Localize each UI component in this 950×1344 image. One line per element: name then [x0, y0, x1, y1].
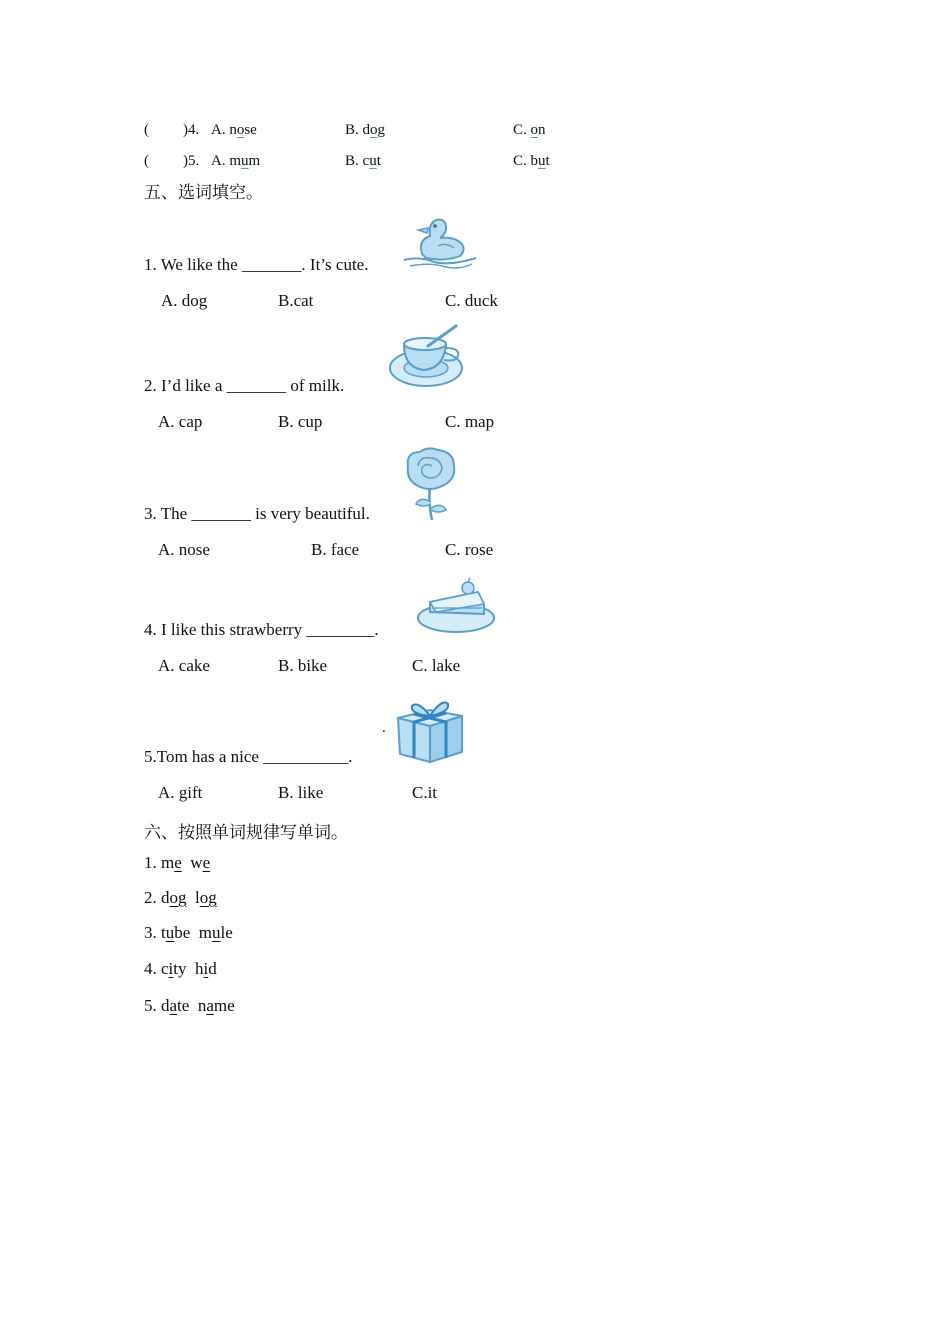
rose-picture	[400, 446, 460, 522]
cake-picture	[416, 576, 496, 634]
word-pattern-3: 3. tube mule	[144, 923, 233, 942]
q3-option-b: B. face	[311, 540, 360, 559]
answer-bracket: (	[144, 122, 149, 138]
gift-picture	[390, 690, 468, 764]
word-pattern-5: 5. date name	[144, 996, 235, 1015]
word-pattern-4: 4. city hid	[144, 959, 217, 978]
section-5-title: 五、选词填空。	[144, 183, 263, 203]
q2-option-c: C. map	[445, 412, 495, 431]
option-c: C. but	[513, 153, 550, 169]
q5-option-c: C.it	[412, 783, 438, 802]
q3-option-c: C. rose	[445, 540, 494, 559]
cup-picture	[388, 322, 466, 390]
q2-option-b: B. cup	[278, 412, 323, 431]
q2-option-a: A. cap	[158, 412, 203, 431]
question-5: 5.Tom has a nice __________.	[144, 747, 353, 766]
question-2: 2. I’d like a _______ of milk.	[144, 376, 345, 395]
stray-dot: .	[382, 720, 386, 736]
option-a: A. mum	[211, 153, 261, 169]
q4-option-a: A. cake	[158, 656, 210, 675]
q1-option-a: A. dog	[161, 291, 208, 310]
option-a: A. nose	[211, 122, 257, 138]
duck-picture	[400, 214, 480, 270]
option-c: C. on	[513, 122, 546, 138]
question-number: )5.	[183, 153, 200, 169]
q1-option-b: B.cat	[278, 291, 314, 310]
question-4: 4. I like this strawberry ________.	[144, 620, 379, 639]
word-pattern-2: 2. dog log	[144, 888, 217, 907]
q5-option-b: B. like	[278, 783, 324, 802]
option-b: B. dog	[345, 122, 386, 138]
q4-option-b: B. bike	[278, 656, 328, 675]
question-1: 1. We like the _______. It’s cute.	[144, 255, 369, 274]
q3-option-a: A. nose	[158, 540, 210, 559]
q4-option-c: C. lake	[412, 656, 461, 675]
word-pattern-1: 1. me we	[144, 853, 211, 872]
q5-option-a: A. gift	[158, 783, 203, 802]
question-3: 3. The _______ is very beautiful.	[144, 504, 370, 523]
answer-bracket: (	[144, 153, 149, 169]
q1-option-c: C. duck	[445, 291, 498, 310]
question-number: )4.	[183, 122, 200, 138]
section-6-title: 六、按照单词规律写单词。	[144, 823, 348, 843]
option-b: B. cut	[345, 153, 381, 169]
